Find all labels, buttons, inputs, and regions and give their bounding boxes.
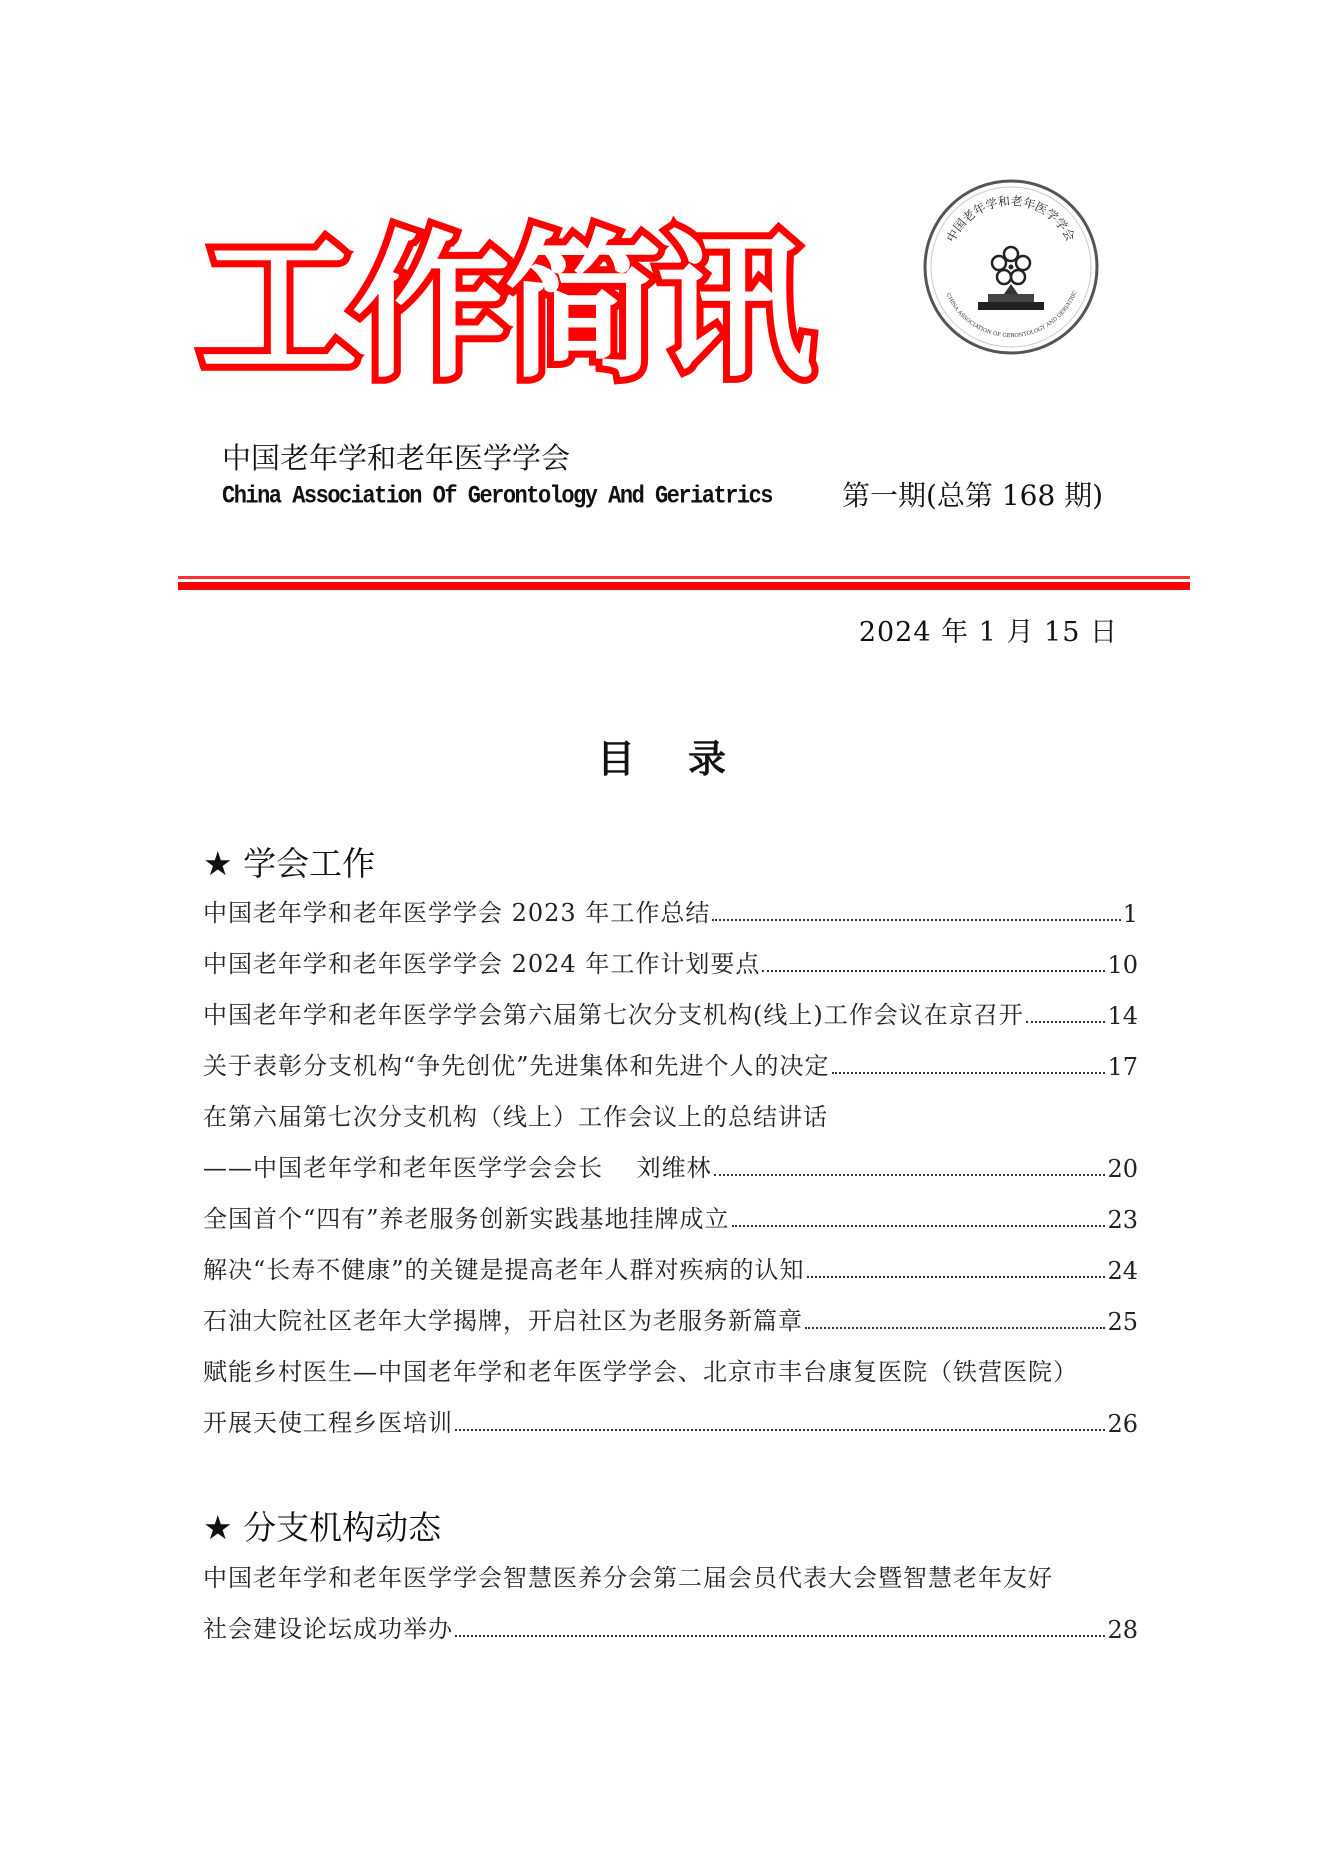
dot-leader bbox=[762, 970, 1105, 972]
toc-entry-title: 在第六届第七次分支机构（线上）工作会议上的总结讲话 bbox=[203, 1103, 828, 1131]
dot-leader bbox=[714, 1174, 1106, 1176]
toc-entry-title: 赋能乡村医生—中国老年学和老年医学学会、北京市丰台康复医院（铁营医院） bbox=[203, 1358, 1078, 1386]
logo-text-cn: 中国老年学和老年医学学会 bbox=[943, 193, 1078, 245]
toc-entry-title: 解决“长寿不健康”的关键是提高老年人群对疾病的认知 bbox=[203, 1256, 805, 1284]
toc-entry-page: 20 bbox=[1107, 1155, 1138, 1183]
toc-entry-title: 社会建设论坛成功举办 bbox=[203, 1615, 453, 1643]
org-name-en: China Association Of Gerontology And Geriatrics bbox=[222, 482, 773, 511]
toc-entry[interactable] bbox=[203, 1347, 1138, 1387]
toc-entry-page: 25 bbox=[1107, 1308, 1138, 1336]
issue-date: 2024 年 1 月 15 日 bbox=[858, 617, 1118, 648]
dot-leader bbox=[805, 1327, 1105, 1329]
toc-entry-page: 24 bbox=[1107, 1257, 1138, 1285]
dot-leader bbox=[712, 919, 1120, 921]
toc-title: 目 录 bbox=[597, 737, 726, 781]
toc-entry-page: 23 bbox=[1107, 1206, 1138, 1234]
toc-entry-page: 1 bbox=[1122, 900, 1138, 928]
toc-entry[interactable] bbox=[203, 990, 1138, 1030]
toc-entry[interactable] bbox=[203, 1296, 1138, 1336]
dot-leader bbox=[455, 1429, 1105, 1431]
dot-leader bbox=[732, 1225, 1106, 1227]
issue-number: 第一期(总第 168 期) bbox=[842, 479, 1104, 512]
dot-leader bbox=[832, 1072, 1106, 1074]
toc-entry-page: 14 bbox=[1107, 1002, 1138, 1030]
toc-entry[interactable] bbox=[203, 1553, 1138, 1593]
toc-entry-page: 10 bbox=[1107, 951, 1138, 979]
toc-entry-title: 全国首个“四有”养老服务创新实践基地挂牌成立 bbox=[203, 1205, 730, 1233]
association-logo bbox=[922, 178, 1100, 356]
toc-entry-title: 开展天使工程乡医培训 bbox=[203, 1409, 453, 1437]
masthead-title: 工作简讯 bbox=[200, 216, 808, 400]
toc-entry-page: 28 bbox=[1107, 1616, 1138, 1644]
toc-entry[interactable] bbox=[203, 888, 1138, 928]
toc-entry-title: ——中国老年学和老年医学学会会长 刘维林 bbox=[203, 1154, 712, 1182]
toc-entry-page: 26 bbox=[1107, 1410, 1138, 1438]
dot-leader bbox=[1026, 1021, 1106, 1023]
org-name-cn: 中国老年学和老年医学学会 bbox=[222, 441, 571, 475]
toc-entry[interactable] bbox=[203, 939, 1138, 979]
toc-entry-title: 中国老年学和老年医学学会 2023 年工作总结 bbox=[203, 899, 711, 927]
toc-section-heading: ★ 分支机构动态 bbox=[203, 1508, 442, 1547]
toc-entry[interactable] bbox=[203, 1245, 1138, 1285]
toc-section-heading: ★ 学会工作 bbox=[203, 844, 376, 883]
header-rule-thin bbox=[178, 576, 1190, 579]
toc-entry-title: 中国老年学和老年医学学会智慧医养分会第二届会员代表大会暨智慧老年友好 bbox=[203, 1564, 1053, 1592]
dot-leader bbox=[807, 1276, 1106, 1278]
toc-entry[interactable] bbox=[203, 1143, 1138, 1183]
toc-entry[interactable] bbox=[203, 1092, 1138, 1132]
toc-entry-title: 石油大院社区老年大学揭牌，开启社区为老服务新篇章 bbox=[203, 1307, 803, 1335]
toc-entry-title: 关于表彰分支机构“争先创优”先进集体和先进个人的决定 bbox=[203, 1052, 830, 1080]
toc-entry-page: 17 bbox=[1107, 1053, 1138, 1081]
toc-entry-title: 中国老年学和老年医学学会第六届第七次分支机构(线上)工作会议在京召开 bbox=[203, 1001, 1024, 1029]
logo-text-en: CHINA ASSOCIATION OF GERONTOLOGY AND GERIATRIC bbox=[944, 290, 1079, 340]
toc-entry[interactable] bbox=[203, 1604, 1138, 1644]
dot-leader bbox=[455, 1635, 1105, 1637]
toc-entry-title: 中国老年学和老年医学学会 2024 年工作计划要点 bbox=[203, 950, 761, 978]
toc-entry[interactable] bbox=[203, 1398, 1138, 1438]
toc-entry[interactable] bbox=[203, 1194, 1138, 1234]
header-rule-thick bbox=[178, 582, 1190, 590]
toc-entry[interactable] bbox=[203, 1041, 1138, 1081]
